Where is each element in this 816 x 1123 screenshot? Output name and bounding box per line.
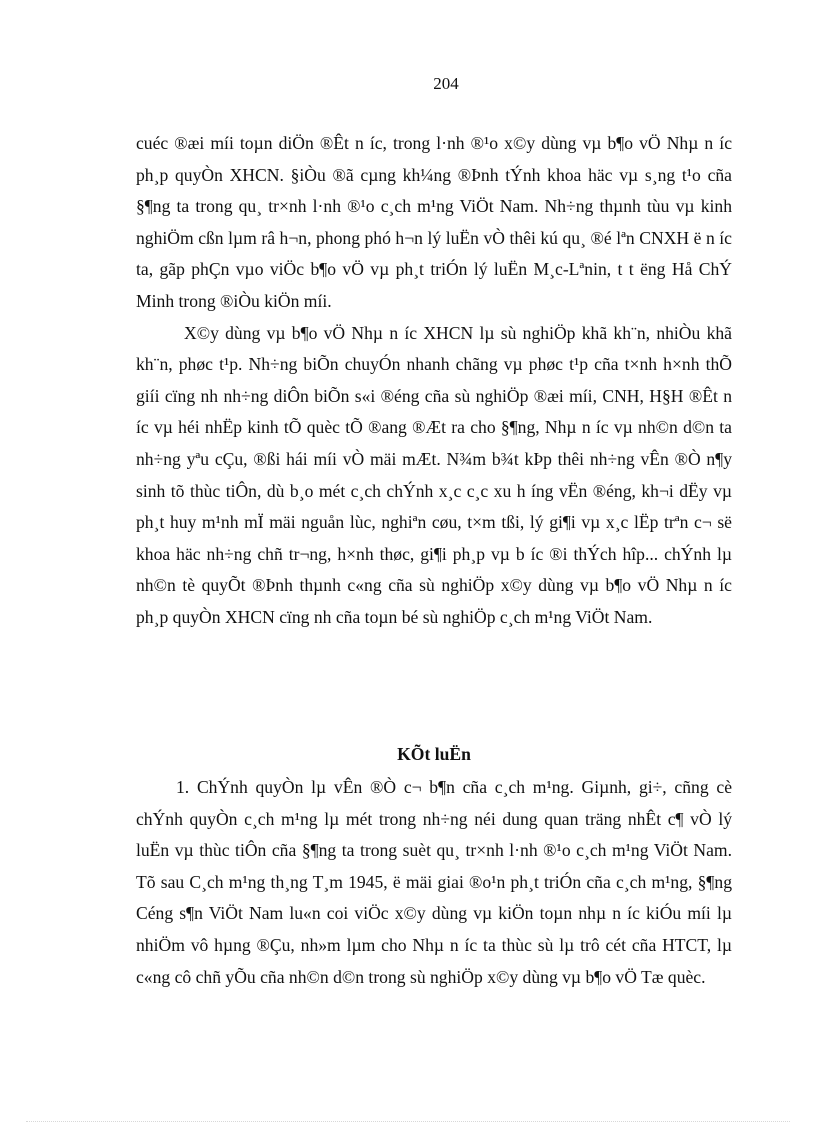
conclusion-paragraph-1: 1. ChÝnh quyÒn lµ vÊn ®Ò c¬ b¶n cña c¸ch m¹ng. Giµnh, gi÷, cñng cè chÝnh quyÒn c¸ch m¹ng lµ mét trong nh÷ng néi dung quan träng nhÊt c¶ vÒ lý luËn vµ thùc tiÔn cña §¶ng ta trong suèt qu¸ tr×nh l·nh ®¹o c¸ch m¹ng ViÖt Nam. Tõ sau C¸ch m¹ng th¸ng T¸m 1945, ë mäi giai ®o¹n ph¸t triÓn cña c¸ch m¹ng, §¶ng Céng s¶n ViÖt Nam lu«n coi viÖc x©y dùng vµ kiÖn toµn nhµ n íc kiÓu míi lµ nhiÖm vô hµng ®Çu, nh»m lµm cho Nhµ n íc ta thùc sù lµ trô cét cña HTCT, lµ c«ng cô chñ yÕu cña nh©n d©n trong sù nghiÖp x©y dùng vµ b¶o vÖ Tæ quèc.: [136, 777, 732, 987]
paragraph-continuation: cuéc ®æi míi toµn diÖn ®Êt n íc, trong l·nh ®¹o x©y dùng vµ b¶o vÖ Nhµ n íc ph¸p quyÒn XHCN. §iÒu ®ã cµng kh¼ng ®Þnh tÝnh khoa häc vµ s¸ng t¹o cña §¶ng ta trong qu¸ tr×nh l·nh ®¹o c¸ch m¹ng ViÖt Nam. Nh÷ng thµnh tùu vµ kinh nghiÖm cßn lµm râ h¬n, phong phó h¬n lý luËn vÒ thêi kú qu¸ ®é lªn CNXH ë n íc ta, gãp phÇn vµo viÖc b¶o vÖ vµ ph¸t triÓn lý luËn M¸c-Lªnin, t t ëng Hå ChÝ Minh trong ®iÒu kiÖn míi.: [136, 133, 732, 311]
body-text-top: [136, 128, 732, 634]
body-text-conclusion: [136, 772, 732, 993]
paragraph-main: X©y dùng vµ b¶o vÖ Nhµ n íc XHCN lµ sù nghiÖp khã kh¨n, nhiÒu khã kh¨n, phøc t¹p. Nh÷ng biÕn chuyÓn nhanh chãng vµ phøc t¹p cña t×nh h×nh thÕ giíi cïng nh nh÷ng diÔn biÕn s«i ®éng cña sù nghiÖp ®æi míi, CNH, H§H ®Êt n íc vµ héi nhËp kinh tÕ quèc tÕ ®ang ®Æt ra cho §¶ng, Nhµ n íc vµ nh©n d©n ta nh÷ng yªu cÇu, ®ßi hái míi vÒ mäi mÆt. N¾m b¾t kÞp thêi nh÷ng vÊn ®Ò n¶y sinh tõ thùc tiÔn, dù b¸o mét c¸ch chÝnh x¸c c¸c xu h íng vËn ®éng, kh¬i dËy vµ ph¸t huy m¹nh mÏ mäi nguån lùc, nghiªn cøu, t×m tßi, lý gi¶i vµ x¸c lËp trªn c¬ së khoa häc nh÷ng chñ tr¬ng, h×nh thøc, gi¶i ph¸p vµ b íc ®i thÝch hîp... chÝnh lµ nh©n tè quyÕt ®Þnh thµnh c«ng cña sù nghiÖp x©y dùng vµ b¶o vÖ Nhµ n íc ph¸p quyÒn XHCN cïng nh cña toµn bé sù nghiÖp c¸ch m¹ng ViÖt Nam.: [136, 322, 732, 627]
page-number: 204: [433, 74, 459, 93]
section-heading-conclusion: KÕt luËn: [397, 744, 471, 764]
page-bottom-border: [26, 1121, 790, 1122]
